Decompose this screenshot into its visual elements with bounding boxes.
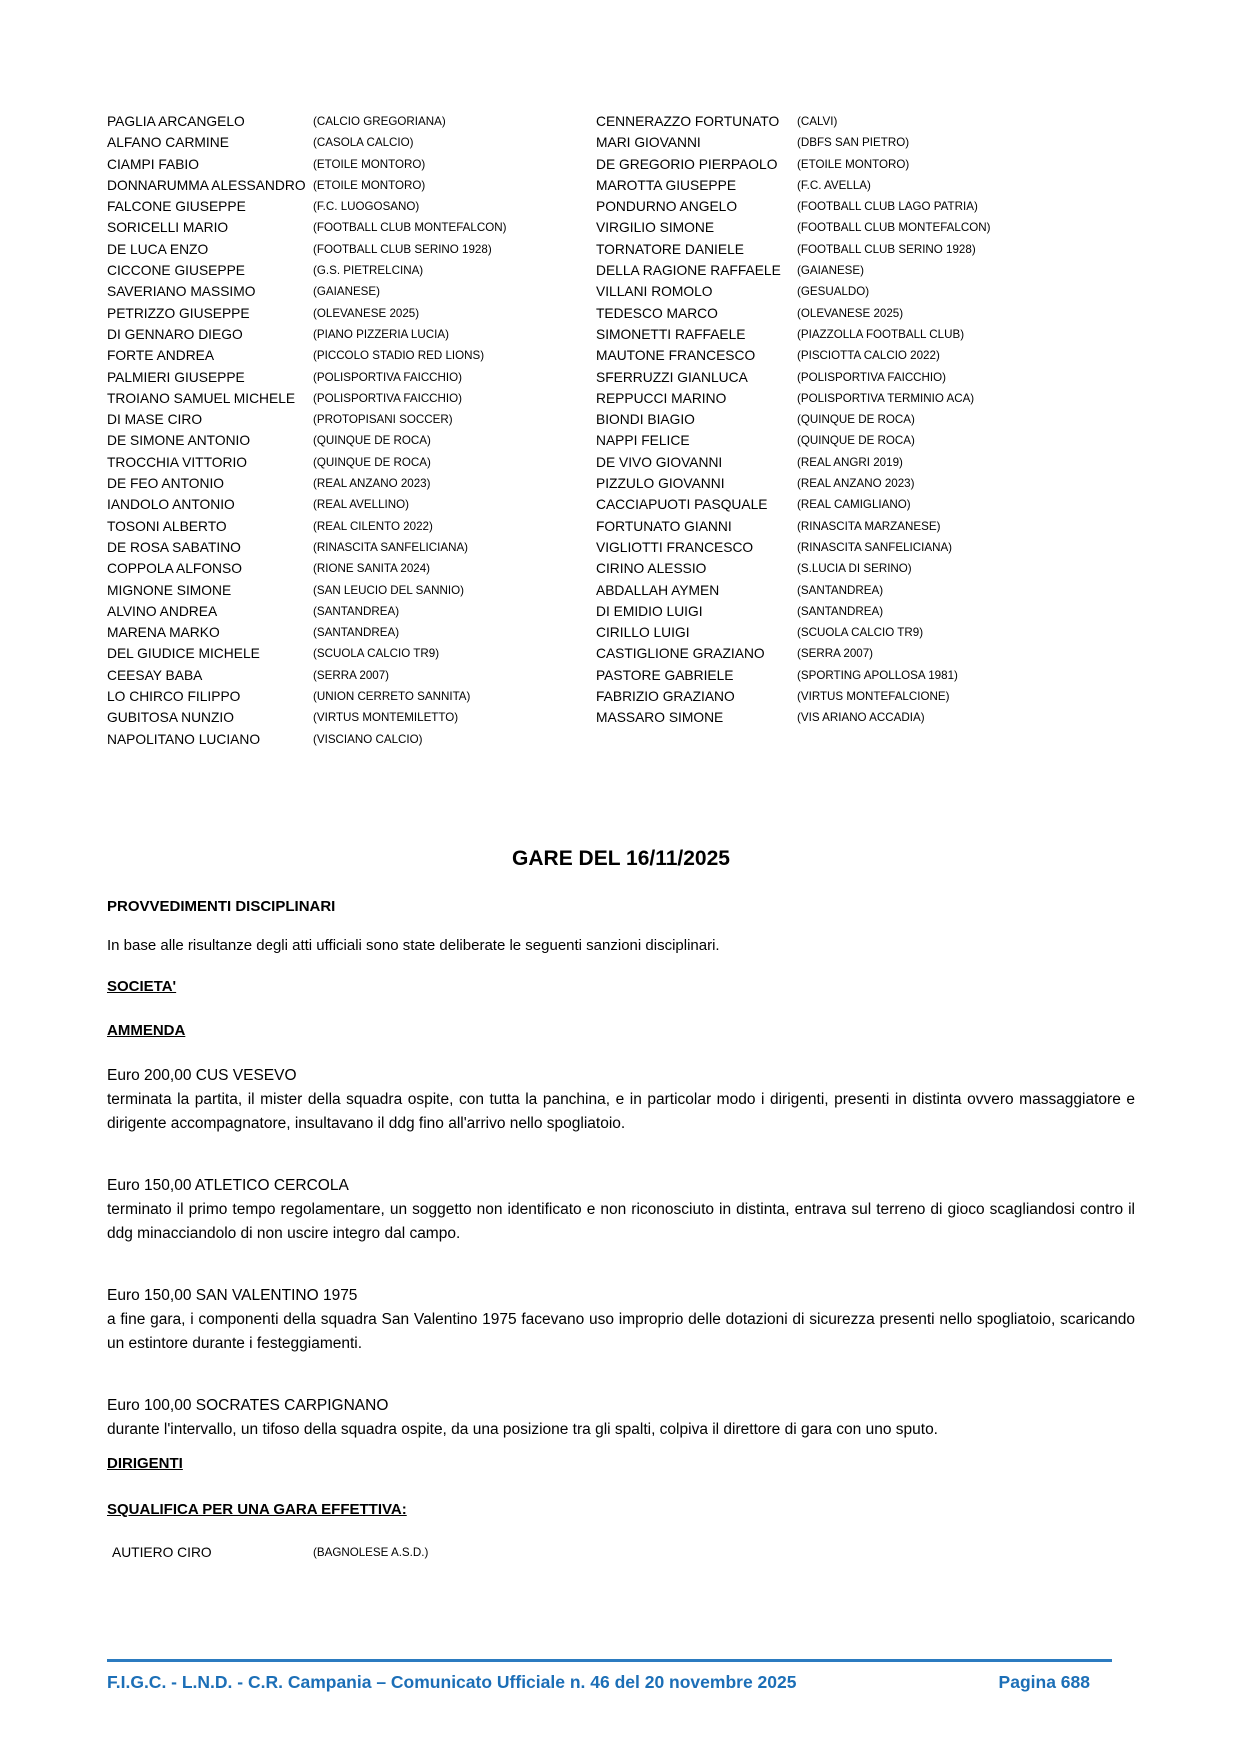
player-name: DEL GIUDICE MICHELE bbox=[107, 646, 260, 662]
roster-row bbox=[596, 580, 1147, 601]
player-name: PETRIZZO GIUSEPPE bbox=[107, 305, 250, 321]
player-name: LO CHIRCO FILIPPO bbox=[107, 689, 241, 705]
squalifica-row bbox=[107, 1542, 1135, 1563]
player-club: (OLEVANESE 2025) bbox=[797, 306, 904, 320]
player-roster bbox=[107, 111, 1147, 750]
player-name: COPPOLA ALFONSO bbox=[107, 561, 242, 577]
dirigenti-heading: DIRIGENTI bbox=[107, 1455, 183, 1472]
player-name: TROCCHIA VITTORIO bbox=[107, 454, 248, 470]
player-club: (F.C. LUOGOSANO) bbox=[313, 200, 420, 214]
player-name: GUBITOSA NUNZIO bbox=[107, 710, 235, 726]
player-name: ALVINO ANDREA bbox=[107, 603, 218, 619]
roster-row bbox=[107, 217, 596, 238]
roster-row bbox=[107, 154, 596, 175]
player-name: CICCONE GIUSEPPE bbox=[107, 263, 245, 279]
player-club: (POLISPORTIVA TERMINIO ACA) bbox=[797, 391, 975, 405]
roster-row bbox=[107, 707, 596, 728]
roster-row bbox=[107, 281, 596, 302]
player-club: (GAIANESE) bbox=[797, 264, 864, 278]
official-club: (BAGNOLESE A.S.D.) bbox=[313, 1546, 429, 1559]
roster-row bbox=[107, 558, 596, 579]
player-name: DE VIVO GIOVANNI bbox=[596, 454, 723, 470]
player-name: REPPUCCI MARINO bbox=[596, 390, 727, 406]
roster-row bbox=[596, 622, 1147, 643]
roster-row bbox=[596, 558, 1147, 579]
player-name: TROIANO SAMUEL MICHELE bbox=[107, 390, 296, 406]
player-club: (S.LUCIA DI SERINO) bbox=[797, 562, 912, 576]
player-name: BIONDI BIAGIO bbox=[596, 412, 695, 428]
player-name: SAVERIANO MASSIMO bbox=[107, 284, 256, 300]
player-name: DELLA RAGIONE RAFFAELE bbox=[596, 263, 781, 279]
player-club: (REAL AVELLINO) bbox=[313, 498, 410, 512]
roster-row bbox=[596, 281, 1147, 302]
roster-row bbox=[107, 686, 596, 707]
player-name: VILLANI ROMOLO bbox=[596, 284, 713, 300]
roster-row bbox=[596, 260, 1147, 281]
roster-row bbox=[107, 239, 596, 260]
player-club: (SANTANDREA) bbox=[313, 604, 400, 618]
roster-row bbox=[596, 324, 1147, 345]
fine-entry bbox=[107, 1284, 1135, 1356]
roster-row bbox=[107, 260, 596, 281]
player-club: (RINASCITA SANFELICIANA) bbox=[797, 540, 953, 554]
player-club: (SANTANDREA) bbox=[797, 604, 884, 618]
roster-row bbox=[596, 409, 1147, 430]
player-club: (RIONE SANITA 2024) bbox=[313, 562, 431, 576]
player-club: (FOOTBALL CLUB SERINO 1928) bbox=[313, 242, 492, 256]
player-name: MAUTONE FRANCESCO bbox=[596, 348, 756, 364]
page-footer bbox=[107, 1659, 1112, 1693]
player-club: (GAIANESE) bbox=[313, 285, 380, 299]
player-club: (QUINQUE DE ROCA) bbox=[313, 434, 431, 448]
player-name: SFERRUZZI GIANLUCA bbox=[596, 369, 748, 385]
player-club: (UNION CERRETO SANNITA) bbox=[313, 690, 471, 704]
player-club: (SANTANDREA) bbox=[313, 626, 400, 640]
intro-paragraph: In base alle risultanze degli atti ufficiali sono state deliberate le seguenti sanzioni disciplinari. bbox=[107, 937, 720, 954]
player-name: DE FEO ANTONIO bbox=[107, 476, 225, 492]
player-name: PONDURNO ANGELO bbox=[596, 199, 738, 215]
player-club: (SCUOLA CALCIO TR9) bbox=[313, 647, 440, 661]
roster-row bbox=[596, 239, 1147, 260]
player-club: (SERRA 2007) bbox=[797, 647, 874, 661]
roster-row bbox=[596, 537, 1147, 558]
player-name: FORTUNATO GIANNI bbox=[596, 518, 732, 534]
player-name: VIRGILIO SIMONE bbox=[596, 220, 715, 236]
ammenda-heading: AMMENDA bbox=[107, 1022, 186, 1039]
societa-heading: SOCIETA' bbox=[107, 978, 177, 995]
fine-description: terminata la partita, il mister della squadra ospite, con tutta la panchina, e in particolar modo i dirigenti, presenti in distinta ovvero massaggiatore e dirigente accompagnatore, insultavano il ddg fino all'arrivo nello spogliatoio. bbox=[107, 1091, 1135, 1132]
player-club: (POLISPORTIVA FAICCHIO) bbox=[313, 370, 463, 384]
player-club: (VIRTUS MONTEMILETTO) bbox=[313, 711, 459, 725]
roster-row bbox=[596, 430, 1147, 451]
player-club: (QUINQUE DE ROCA) bbox=[797, 434, 915, 448]
player-club: (F.C. AVELLA) bbox=[797, 178, 871, 192]
player-name: NAPPI FELICE bbox=[596, 433, 690, 449]
roster-row bbox=[596, 196, 1147, 217]
roster-row bbox=[596, 345, 1147, 366]
player-name: FABRIZIO GRAZIANO bbox=[596, 689, 735, 705]
fine-description: terminato il primo tempo regolamentare, un soggetto non identificato e non riconosciuto in distinta, entrava sul terreno di gioco scagliandosi contro il ddg minacciandolo di non uscire integro dal campo. bbox=[107, 1201, 1135, 1242]
player-club: (VIS ARIANO ACCADIA) bbox=[797, 711, 925, 725]
roster-row bbox=[596, 367, 1147, 388]
player-name: CIRINO ALESSIO bbox=[596, 561, 707, 577]
roster-row bbox=[107, 409, 596, 430]
fine-amount: Euro 150,00 SAN VALENTINO 1975 bbox=[107, 1287, 358, 1304]
provvedimenti-heading: PROVVEDIMENTI DISCIPLINARI bbox=[107, 898, 336, 915]
player-name: CIAMPI FABIO bbox=[107, 156, 199, 172]
player-club: (OLEVANESE 2025) bbox=[313, 306, 420, 320]
player-club: (PISCIOTTA CALCIO 2022) bbox=[797, 349, 940, 363]
roster-row bbox=[596, 643, 1147, 664]
player-club: (VISCIANO CALCIO) bbox=[313, 732, 423, 746]
player-name: SORICELLI MARIO bbox=[107, 220, 229, 236]
player-name: FORTE ANDREA bbox=[107, 348, 215, 364]
roster-row bbox=[107, 494, 596, 515]
roster-row bbox=[107, 452, 596, 473]
squalifica-heading: SQUALIFICA PER UNA GARA EFFETTIVA: bbox=[107, 1501, 407, 1518]
roster-row bbox=[596, 516, 1147, 537]
main-content bbox=[107, 846, 1135, 1563]
player-name: ABDALLAH AYMEN bbox=[596, 582, 720, 598]
roster-row bbox=[596, 686, 1147, 707]
player-club: (RINASCITA MARZANESE) bbox=[797, 519, 941, 533]
player-club: (CALCIO GREGORIANA) bbox=[313, 115, 446, 128]
roster-row bbox=[107, 537, 596, 558]
player-name: SIMONETTI RAFFAELE bbox=[596, 326, 746, 342]
player-name: DONNARUMMA ALESSANDRO bbox=[107, 177, 306, 193]
player-club: (PICCOLO STADIO RED LIONS) bbox=[313, 349, 485, 363]
roster-row bbox=[107, 580, 596, 601]
player-name: PIZZULO GIOVANNI bbox=[596, 476, 725, 492]
roster-row bbox=[107, 303, 596, 324]
player-name: PALMIERI GIUSEPPE bbox=[107, 369, 245, 385]
roster-column-left bbox=[107, 111, 596, 750]
player-name: MARENA MARKO bbox=[107, 625, 220, 641]
player-name: DE LUCA ENZO bbox=[107, 241, 209, 257]
player-club: (CASOLA CALCIO) bbox=[313, 136, 414, 150]
player-club: (QUINQUE DE ROCA) bbox=[313, 455, 431, 469]
roster-row bbox=[107, 324, 596, 345]
player-name: CEESAY BABA bbox=[107, 667, 203, 683]
player-club: (GESUALDO) bbox=[797, 285, 870, 299]
player-name: TEDESCO MARCO bbox=[596, 305, 718, 321]
roster-row bbox=[596, 601, 1147, 622]
roster-row bbox=[596, 494, 1147, 515]
player-name: MAROTTA GIUSEPPE bbox=[596, 177, 737, 193]
roster-row bbox=[596, 452, 1147, 473]
player-name: DE ROSA SABATINO bbox=[107, 539, 241, 555]
player-club: (CALVI) bbox=[797, 115, 838, 128]
player-name: PAGLIA ARCANGELO bbox=[107, 114, 245, 129]
player-name: IANDOLO ANTONIO bbox=[107, 497, 235, 513]
player-name: DE SIMONE ANTONIO bbox=[107, 433, 251, 449]
player-club: (PIAZZOLLA FOOTBALL CLUB) bbox=[797, 327, 965, 341]
player-name: PASTORE GABRIELE bbox=[596, 667, 734, 683]
player-name: ALFANO CARMINE bbox=[107, 135, 229, 151]
player-club: (ETOILE MONTORO) bbox=[797, 157, 910, 171]
roster-row bbox=[107, 388, 596, 409]
player-club: (DBFS SAN PIETRO) bbox=[797, 136, 910, 150]
player-club: (FOOTBALL CLUB MONTEFALCON) bbox=[797, 221, 991, 235]
player-name: MARI GIOVANNI bbox=[596, 135, 701, 151]
roster-row bbox=[107, 175, 596, 196]
roster-row bbox=[596, 111, 1147, 132]
player-name: FALCONE GIUSEPPE bbox=[107, 199, 246, 215]
squalifica-list bbox=[107, 1542, 1135, 1563]
roster-row bbox=[107, 111, 596, 132]
fine-amount: Euro 150,00 ATLETICO CERCOLA bbox=[107, 1177, 349, 1194]
player-name: TORNATORE DANIELE bbox=[596, 241, 744, 257]
roster-row bbox=[107, 601, 596, 622]
fine-description: durante l'intervallo, un tifoso della squadra ospite, da una posizione tra gli spalti, colpiva il direttore di gara con uno sputo. bbox=[107, 1421, 938, 1438]
player-club: (QUINQUE DE ROCA) bbox=[797, 413, 915, 427]
player-club: (REAL CAMIGLIANO) bbox=[797, 498, 911, 512]
roster-row bbox=[107, 132, 596, 153]
player-name: DI EMIDIO LUIGI bbox=[596, 603, 703, 619]
player-club: (SPORTING APOLLOSA 1981) bbox=[797, 668, 958, 682]
player-name: CIRILLO LUIGI bbox=[596, 625, 690, 641]
official-name: AUTIERO CIRO bbox=[112, 1545, 212, 1560]
player-club: (REAL ANGRI 2019) bbox=[797, 455, 903, 469]
roster-row bbox=[596, 473, 1147, 494]
player-club: (PIANO PIZZERIA LUCIA) bbox=[313, 327, 449, 341]
player-club: (FOOTBALL CLUB LAGO PATRIA) bbox=[797, 200, 978, 214]
player-club: (POLISPORTIVA FAICCHIO) bbox=[797, 370, 947, 384]
matchday-heading: GARE DEL 16/11/2025 bbox=[512, 847, 730, 870]
player-name: VIGLIOTTI FRANCESCO bbox=[596, 539, 754, 555]
roster-row bbox=[107, 729, 596, 750]
roster-row bbox=[596, 217, 1147, 238]
player-club: (REAL CILENTO 2022) bbox=[313, 519, 433, 533]
roster-row bbox=[107, 643, 596, 664]
player-club: (RINASCITA SANFELICIANA) bbox=[313, 540, 469, 554]
fine-entry bbox=[107, 1174, 1135, 1246]
fine-amount: Euro 100,00 SOCRATES CARPIGNANO bbox=[107, 1397, 389, 1414]
roster-row bbox=[107, 345, 596, 366]
roster-row bbox=[107, 367, 596, 388]
player-club: (G.S. PIETRELCINA) bbox=[313, 264, 424, 278]
player-club: (PROTOPISANI SOCCER) bbox=[313, 413, 453, 427]
player-club: (SANTANDREA) bbox=[797, 583, 884, 597]
player-name: CACCIAPUOTI PASQUALE bbox=[596, 497, 768, 513]
player-name: DI MASE CIRO bbox=[107, 412, 203, 428]
player-name: CENNERAZZO FORTUNATO bbox=[596, 114, 780, 129]
roster-row bbox=[107, 622, 596, 643]
player-club: (ETOILE MONTORO) bbox=[313, 178, 426, 192]
footer-page-number: Pagina 688 bbox=[998, 1672, 1090, 1692]
roster-row bbox=[596, 175, 1147, 196]
footer-communique-label: F.I.G.C. - L.N.D. - C.R. Campania – Comunicato Ufficiale n. 46 del 20 novembre 2025 bbox=[107, 1672, 797, 1692]
roster-row bbox=[107, 473, 596, 494]
player-name: MIGNONE SIMONE bbox=[107, 582, 232, 598]
roster-row bbox=[107, 665, 596, 686]
roster-row bbox=[107, 430, 596, 451]
roster-row bbox=[107, 516, 596, 537]
fine-entry bbox=[107, 1064, 1135, 1136]
player-name: NAPOLITANO LUCIANO bbox=[107, 731, 261, 747]
player-club: (REAL ANZANO 2023) bbox=[313, 477, 431, 491]
fine-description: a fine gara, i componenti della squadra San Valentino 1975 facevano uso improprio delle dotazioni di sicurezza presenti nello spogliatoio, scaricando un estintore durante i festeggiamenti. bbox=[107, 1311, 1135, 1352]
player-club: (FOOTBALL CLUB SERINO 1928) bbox=[797, 242, 976, 256]
player-club: (REAL ANZANO 2023) bbox=[797, 477, 915, 491]
roster-row bbox=[596, 154, 1147, 175]
player-club: (SCUOLA CALCIO TR9) bbox=[797, 626, 924, 640]
player-club: (ETOILE MONTORO) bbox=[313, 157, 426, 171]
player-club: (VIRTUS MONTEFALCIONE) bbox=[797, 690, 950, 704]
roster-row bbox=[107, 196, 596, 217]
roster-column-right bbox=[596, 111, 1147, 750]
player-name: TOSONI ALBERTO bbox=[107, 518, 227, 534]
fines-list bbox=[107, 1064, 1135, 1442]
fine-amount: Euro 200,00 CUS VESEVO bbox=[107, 1067, 297, 1084]
roster-row bbox=[596, 388, 1147, 409]
player-name: MASSARO SIMONE bbox=[596, 710, 724, 726]
player-club: (POLISPORTIVA FAICCHIO) bbox=[313, 391, 463, 405]
player-club: (SAN LEUCIO DEL SANNIO) bbox=[313, 583, 464, 597]
roster-row bbox=[596, 665, 1147, 686]
fine-entry bbox=[107, 1394, 1135, 1442]
player-club: (SERRA 2007) bbox=[313, 668, 390, 682]
player-name: DE GREGORIO PIERPAOLO bbox=[596, 156, 778, 172]
roster-row bbox=[596, 132, 1147, 153]
player-name: DI GENNARO DIEGO bbox=[107, 326, 243, 342]
roster-row bbox=[596, 303, 1147, 324]
player-club: (FOOTBALL CLUB MONTEFALCON) bbox=[313, 221, 507, 235]
player-name: CASTIGLIONE GRAZIANO bbox=[596, 646, 765, 662]
roster-row bbox=[596, 707, 1147, 728]
